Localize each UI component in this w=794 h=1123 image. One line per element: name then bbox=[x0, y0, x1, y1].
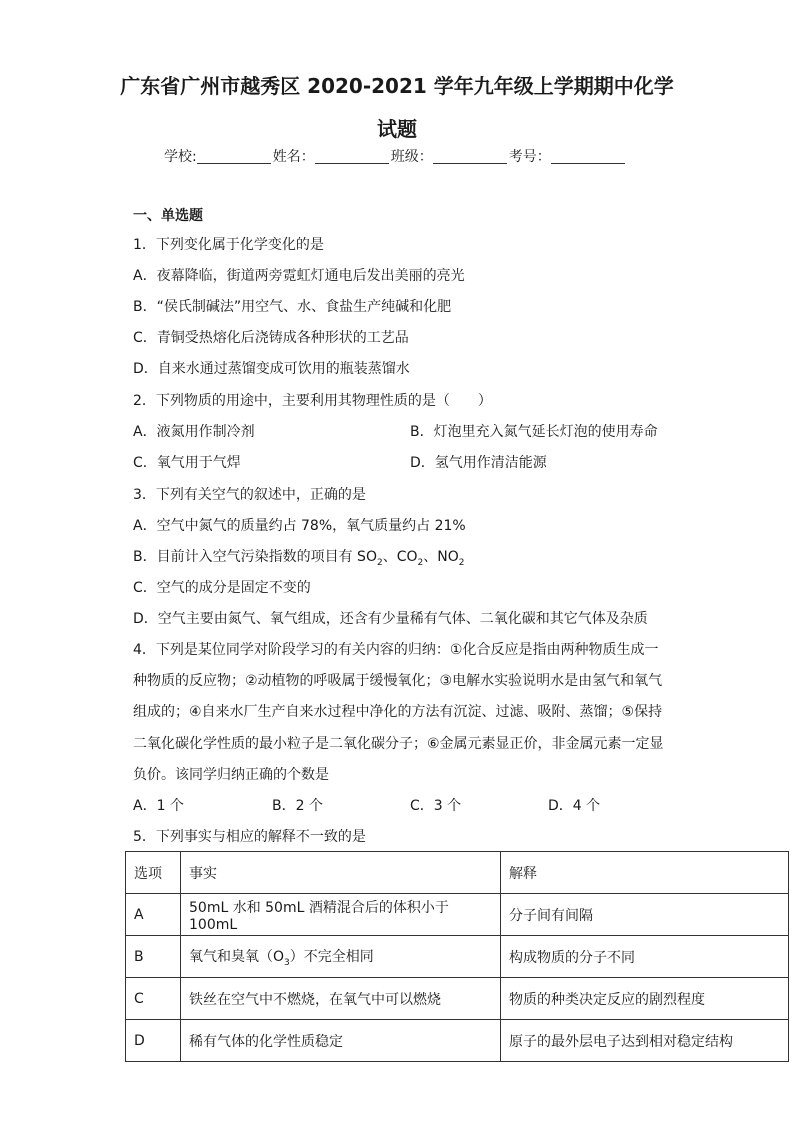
header-fact: 事实 bbox=[181, 852, 501, 894]
q4-option-c: C．3 个 bbox=[410, 798, 462, 814]
q4-option-b: B．2 个 bbox=[272, 798, 323, 814]
header-explanation: 解释 bbox=[501, 852, 789, 894]
q2-option-b: B．灯泡里充入氮气延长灯泡的使用寿命 bbox=[410, 424, 658, 440]
q2-option-a: A．液氮用作制冷剂 bbox=[133, 424, 255, 440]
q5-table bbox=[125, 851, 789, 1062]
row-explanation: 原子的最外层电子达到相对稳定结构 bbox=[501, 1020, 789, 1062]
school-blank bbox=[197, 149, 271, 164]
class-label: 班级： bbox=[390, 149, 433, 165]
row-explanation: 构成物质的分子不同 bbox=[501, 936, 789, 978]
table-row bbox=[126, 894, 789, 936]
q4-option-a: A．1 个 bbox=[133, 798, 184, 814]
q3-option-b bbox=[133, 546, 464, 568]
q4-stem-line: 组成的；④自来水厂生产自来水过程中净化的方法有沉淀、过滤、吸附、蒸馏；⑤保持 bbox=[133, 704, 663, 720]
q3-option-b-text: 、CO bbox=[382, 549, 418, 565]
subscript: 2 bbox=[458, 557, 465, 568]
row-fact: 稀有气体的化学性质稳定 bbox=[181, 1020, 501, 1062]
row-option: B bbox=[126, 936, 181, 978]
table-row bbox=[126, 1020, 789, 1062]
page-title: 广东省广州市越秀区 2020-2021 学年九年级上学期期中化学 bbox=[120, 74, 674, 98]
student-info-line bbox=[164, 146, 627, 166]
table-header-row bbox=[126, 852, 789, 894]
q1-option-c: C．青铜受热熔化后浇铸成各种形状的工艺品 bbox=[133, 330, 409, 346]
row-fact-text: ）不完全相同 bbox=[289, 948, 374, 965]
row-fact: 50mL 水和 50mL 酒精混合后的体积小于 100mL bbox=[181, 894, 501, 936]
q2-option-c: C．氧气用于气焊 bbox=[133, 455, 241, 471]
row-explanation: 物质的种类决定反应的剧烈程度 bbox=[501, 978, 789, 1020]
q3-option-a: A．空气中氮气的质量约占 78%，氧气质量约占 21% bbox=[133, 518, 466, 534]
row-fact bbox=[181, 936, 501, 978]
row-option: C bbox=[126, 978, 181, 1020]
table-row bbox=[126, 978, 789, 1020]
q4-stem-line: 负价。该同学归纳正确的个数是 bbox=[133, 767, 329, 783]
school-label: 学校: bbox=[164, 149, 197, 165]
row-fact-text: 氧气和臭氧（O bbox=[189, 948, 285, 965]
name-blank bbox=[315, 149, 389, 164]
section-title: 一、单选题 bbox=[133, 208, 203, 224]
q1-option-a: A．夜幕降临，街道两旁霓虹灯通电后发出美丽的亮光 bbox=[133, 268, 465, 284]
q3-stem: 3．下列有关空气的叙述中，正确的是 bbox=[133, 487, 366, 503]
q1-option-d: D．自来水通过蒸馏变成可饮用的瓶装蒸馏水 bbox=[133, 361, 410, 377]
q2-stem: 2．下列物质的用途中，主要利用其物理性质的是（ ） bbox=[133, 393, 492, 409]
exam-no-blank bbox=[551, 149, 625, 164]
row-fact: 铁丝在空气中不燃烧，在氧气中可以燃烧 bbox=[181, 978, 501, 1020]
row-option: A bbox=[126, 894, 181, 936]
page-title-continued: 试题 bbox=[377, 117, 417, 141]
q3-option-c: C．空气的成分是固定不变的 bbox=[133, 580, 311, 596]
q4-stem-line: 二氧化碳化学性质的最小粒子是二氧化碳分子；⑥金属元素显正价，非金属元素一定显 bbox=[133, 736, 664, 752]
q1-option-b: B．“侯氏制碱法”用空气、水、食盐生产纯碱和化肥 bbox=[133, 299, 452, 315]
table-row bbox=[126, 936, 789, 978]
class-blank bbox=[433, 149, 507, 164]
q5-stem: 5．下列事实与相应的解释不一致的是 bbox=[133, 829, 366, 845]
q1-stem: 1．下列变化属于化学变化的是 bbox=[133, 237, 324, 253]
q4-stem-line: 种物质的反应物；②动植物的呼吸属于缓慢氧化；③电解水实验说明水是由氢气和氧气 bbox=[133, 673, 663, 689]
q3-option-d: D．空气主要由氮气、氧气组成，还含有少量稀有气体、二氧化碳和其它气体及杂质 bbox=[133, 611, 648, 627]
name-label: 姓名： bbox=[272, 149, 315, 165]
subscript: 2 bbox=[376, 557, 383, 568]
row-option: D bbox=[126, 1020, 181, 1062]
q4-stem-line: 4．下列是某位同学对阶段学习的有关内容的归纳：①化合反应是指由两种物质生成一 bbox=[133, 642, 659, 658]
q3-option-b-text: 、NO bbox=[423, 549, 459, 565]
q4-option-d: D．4 个 bbox=[548, 798, 601, 814]
subscript: 2 bbox=[417, 557, 424, 568]
subscript: 3 bbox=[284, 957, 290, 968]
exam-no-label: 考号： bbox=[508, 149, 551, 165]
header-option: 选项 bbox=[126, 852, 181, 894]
q3-option-b-text: B．目前计入空气污染指数的项目有 SO bbox=[133, 549, 377, 565]
row-explanation: 分子间有间隔 bbox=[501, 894, 789, 936]
q2-option-d: D．氢气用作清洁能源 bbox=[410, 455, 547, 471]
